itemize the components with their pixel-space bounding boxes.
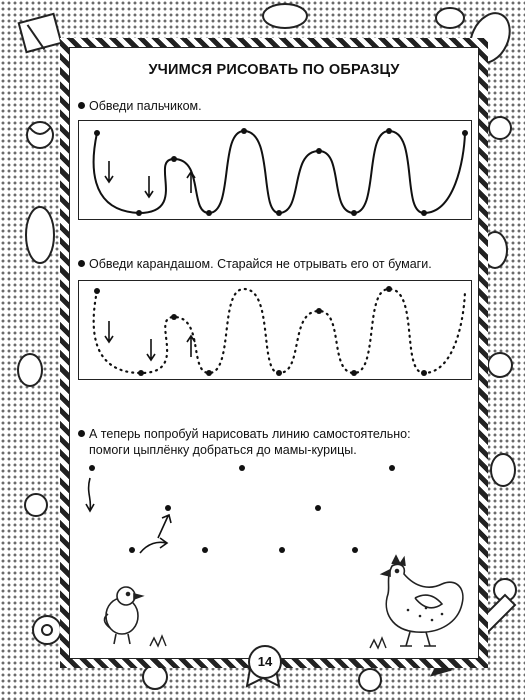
- task-2-text: Обведи карандашом. Старайся не отрывать его от бумаги.: [89, 257, 432, 271]
- page-title: УЧИМСЯ РИСОВАТЬ ПО ОБРАЗЦУ: [148, 62, 400, 78]
- chick-icon: [104, 587, 142, 644]
- bullet-icon: [78, 430, 85, 437]
- task-3-text-line1: А теперь попробуй нарисовать линию самостоятельно:: [89, 427, 411, 441]
- arrow-icon: [105, 321, 195, 360]
- page-frame: [60, 38, 488, 668]
- free-draw-area: [70, 438, 480, 660]
- ball-icon: [18, 122, 61, 644]
- task-1-instruction: [78, 98, 202, 114]
- page-number: 14: [248, 645, 282, 679]
- loop-pattern-dotted: [79, 281, 471, 379]
- task-1-text: Обведи пальчиком.: [89, 99, 202, 113]
- bullet-icon: [78, 260, 85, 267]
- gift-box-icon: [19, 14, 62, 52]
- task-2-box: [78, 280, 472, 380]
- hen-icon: [382, 556, 463, 646]
- bullet-icon: [78, 102, 85, 109]
- worksheet: [69, 47, 479, 659]
- arrow-icon: [86, 478, 171, 553]
- task-1-box: [78, 120, 472, 220]
- loop-pattern-solid: [79, 121, 471, 219]
- task-3-text-line2: помоги цыплёнку добраться до мамы-курицы.: [89, 443, 357, 457]
- task-2-instruction: [78, 256, 432, 272]
- arrow-icon: [105, 161, 195, 197]
